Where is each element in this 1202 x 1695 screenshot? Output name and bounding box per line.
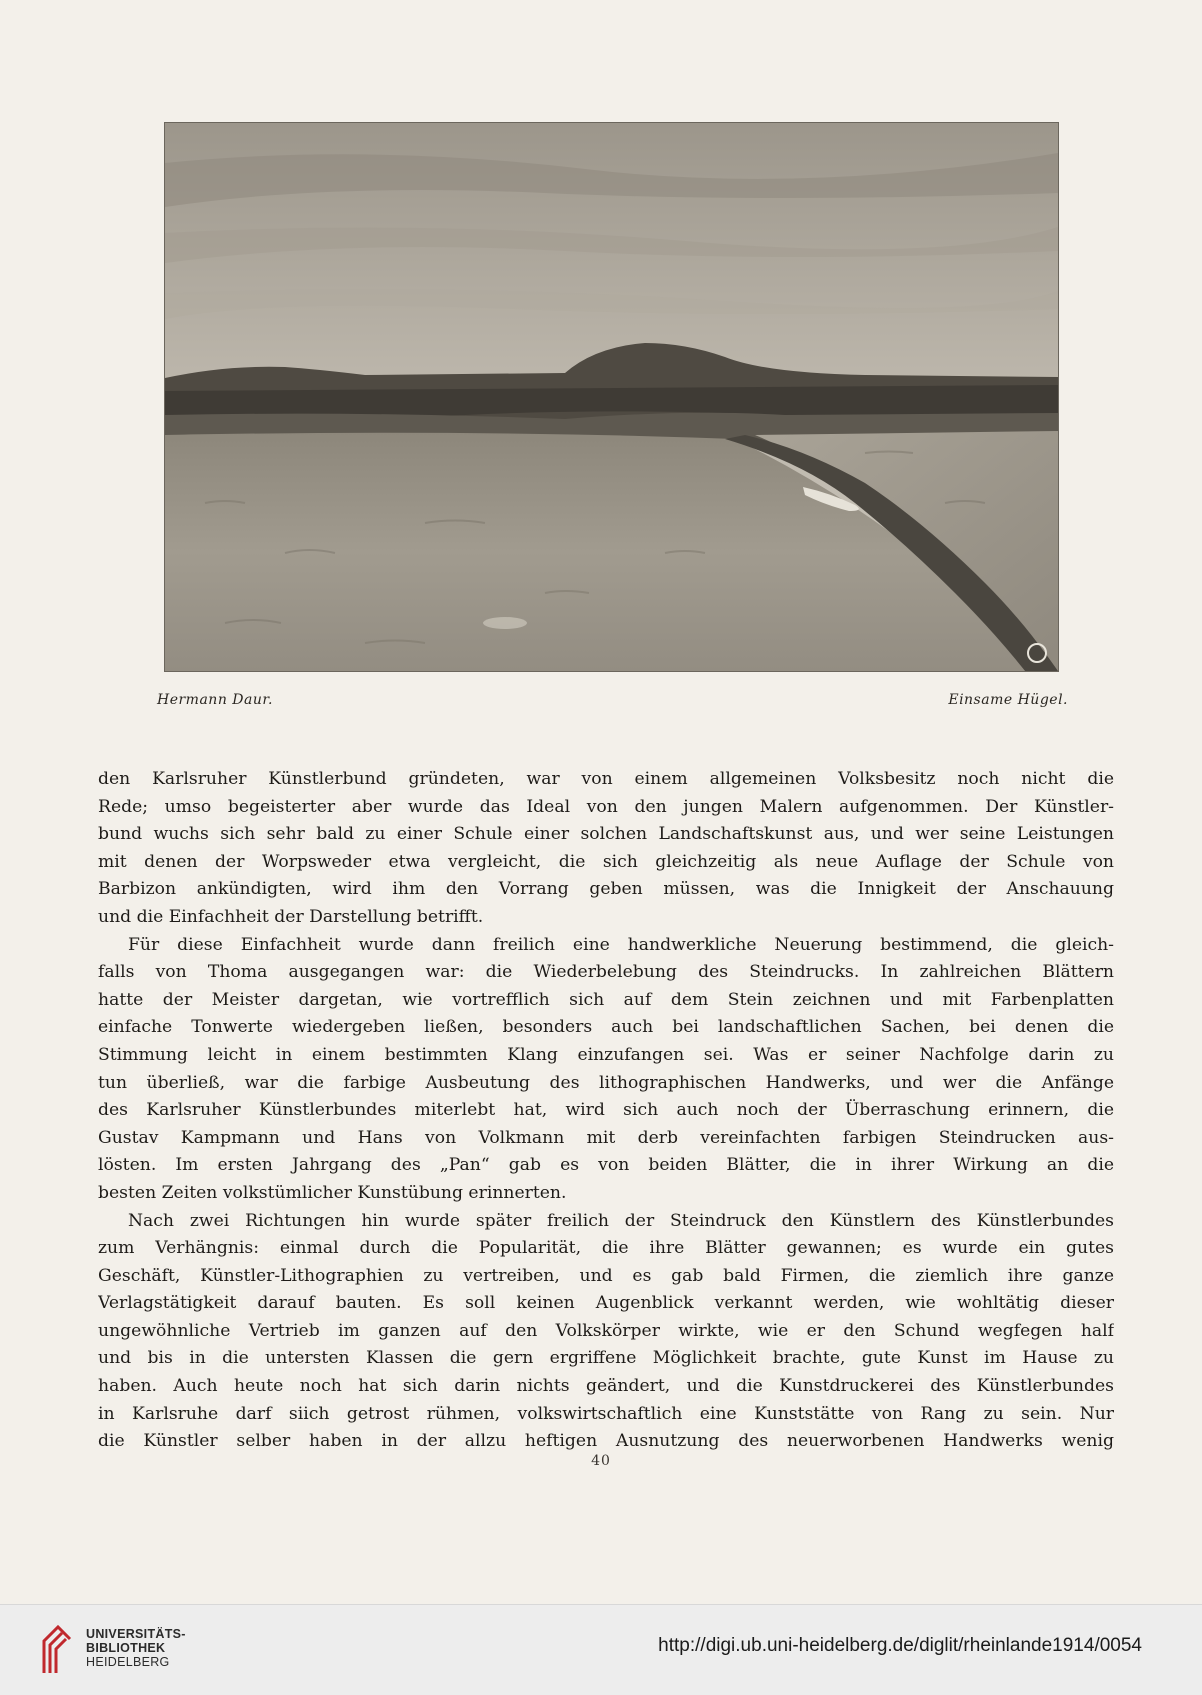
text-line: die Künstler selber haben in der allzu heftigen Ausnutzung des neuerworbenen Handwerks wenig xyxy=(98,1431,1114,1452)
text-line: Gustav Kampmann und Hans von Volkmann mit derb vereinfachten farbigen Steindrucken aus- xyxy=(98,1127,1114,1148)
page-number: 40 xyxy=(591,1453,611,1469)
text-line: bund wuchs sich sehr bald zu einer Schule einer solchen Landschaftskunst aus, und wer seine Leistungen xyxy=(98,824,1114,845)
text-line: in Karlsruhe darf siich getrost rühmen, volkswirtschaftlich eine Kunststätte von Rang zu sein. Nur xyxy=(98,1403,1114,1424)
text-line: Barbizon ankündigten, wird ihm den Vorrang geben müssen, was die Innigkeit der Anschauung xyxy=(98,879,1114,900)
text-line: falls von Thoma ausgegangen war: die Wiederbelebung des Steindrucks. In zahlreichen Blättern xyxy=(98,962,1114,983)
text-line: den Karlsruher Künstlerbund gründeten, war von einem allgemeinen Volksbesitz noch nicht die xyxy=(98,769,1114,789)
text-line: Für diese Einfachheit wurde dann freilich eine handwerkliche Neuerung bestimmend, die gleich- xyxy=(128,934,1114,955)
text-line: Rede; umso begeisterter aber wurde das Ideal von den jungen Malern aufgenommen. Der Künstler- xyxy=(98,796,1114,817)
text-line: und die Einfachheit der Darstellung betrifft. xyxy=(98,906,484,927)
library-footer-bar xyxy=(0,1604,1202,1695)
landscape-painting xyxy=(165,123,1058,671)
text-line: Geschäft, Künstler-Lithographien zu vertreiben, und es gab bald Firmen, die ziemlich ihre ganze xyxy=(98,1265,1114,1286)
plate-artist-caption: Hermann Daur. xyxy=(157,692,273,708)
article-body-text xyxy=(98,766,1114,1456)
text-line: Stimmung leicht in einem bestimmten Klang einzufangen sei. Was er seiner Nachfolge darin zu xyxy=(98,1044,1114,1065)
text-line: Verlagstätigkeit darauf bauten. Es soll keinen Augenblick verkannt werden, wie wohltätig dieser xyxy=(98,1293,1114,1314)
text-line: des Karlsruher Künstlerbundes miterlebt hat, wird sich auch noch der Überraschung erinnern, die xyxy=(98,1100,1114,1121)
text-line: haben. Auch heute noch hat sich darin nichts geändert, und die Kunstdruckerei des Künstlerbundes xyxy=(98,1376,1114,1397)
text-line: mit denen der Worpsweder etwa vergleicht, die sich gleichzeitig als neue Auflage der Schule von xyxy=(98,851,1114,872)
text-line: ungewöhnliche Vertrieb im ganzen auf den Volkskörper wirkte, wie er den Schund wegfegen half xyxy=(98,1320,1114,1341)
text-line: einfache Tonwerte wiedergeben ließen, besonders auch bei landschaftlichen Sachen, bei denen die xyxy=(98,1017,1114,1038)
text-line: und bis in die untersten Klassen die gern ergriffene Möglichkeit brachte, gute Kunst im Hause zu xyxy=(98,1348,1114,1369)
text-line: hatte der Meister dargetan, wie vortrefflich sich auf dem Stein zeichnen und mit Farbenplatten xyxy=(98,989,1114,1010)
library-name-line-3: HEIDELBERG xyxy=(86,1655,170,1669)
text-line: besten Zeiten volkstümlicher Kunstübung erinnerten. xyxy=(98,1182,567,1203)
text-line: Nach zwei Richtungen hin wurde später freilich der Steindruck den Künstlern des Künstlerbundes xyxy=(128,1210,1114,1231)
library-name-line-2: BIBLIOTHEK xyxy=(86,1641,166,1655)
landscape-plate-image xyxy=(165,123,1058,671)
text-line: tun überließ, war die farbige Ausbeutung des lithographischen Handwerks, und wer die Anfänge xyxy=(98,1072,1114,1093)
library-name-line-1: UNIVERSITÄTS- xyxy=(86,1627,186,1641)
library-name xyxy=(86,1627,186,1669)
university-library-logo-icon xyxy=(40,1623,74,1677)
plate-title-caption: Einsame Hügel. xyxy=(948,692,1068,708)
text-line: lösten. Im ersten Jahrgang des „Pan“ gab es von beiden Blätter, die in ihrer Wirkung an die xyxy=(98,1155,1114,1176)
document-url-link[interactable]: http://digi.ub.uni-heidelberg.de/diglit/rheinlande1914/0054 xyxy=(658,1635,1142,1656)
text-line: zum Verhängnis: einmal durch die Popularität, die ihre Blätter gewannen; es wurde ein gutes xyxy=(98,1238,1114,1259)
